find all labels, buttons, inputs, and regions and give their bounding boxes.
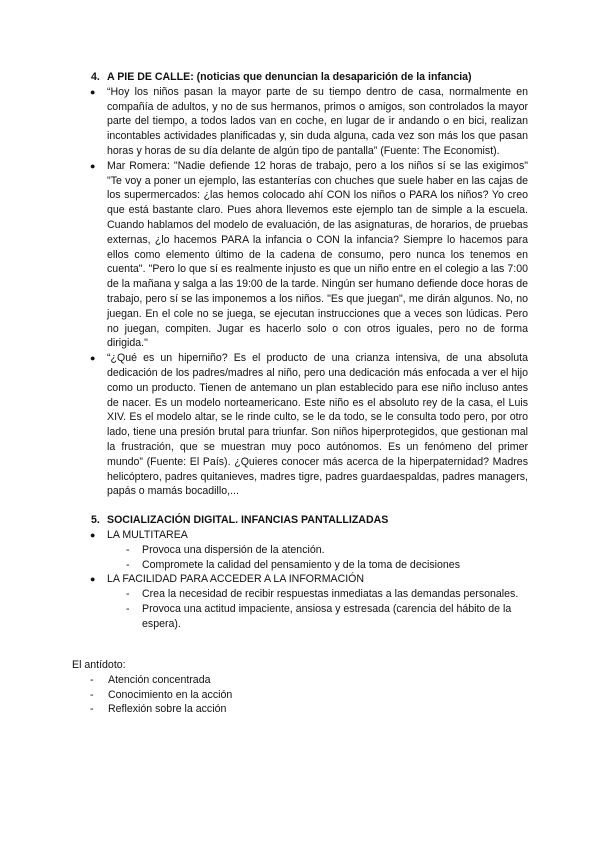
dash-icon: -: [126, 588, 130, 601]
section-5-number: 5.: [91, 514, 100, 527]
item-text: Provoca una actitud impaciente, ansiosa y estresada (carencia del hábito de la espera).: [142, 602, 512, 630]
multitarea-bullet: [72, 528, 528, 543]
bullet-icon: ●: [90, 160, 96, 171]
antidote-item-1: [72, 673, 528, 688]
bullet-icon: ●: [90, 529, 96, 540]
facilidad-bullet: [72, 572, 528, 587]
dash-icon: -: [126, 543, 130, 556]
bullet-text: LA FACILIDAD PARA ACCEDER A LA INFORMACIÓN: [107, 573, 365, 586]
antidote-item-3: [72, 702, 528, 717]
section-5-heading: [72, 513, 528, 528]
section-4-title: A PIE DE CALLE: (noticias que denuncian la desaparición de la infancia): [107, 71, 472, 83]
section-4-bullet-2: [72, 159, 528, 351]
bullet-text: LA MULTITAREA: [107, 528, 188, 541]
item-text: Reflexión sobre la acción: [108, 703, 227, 716]
antidote-section: [72, 658, 528, 717]
dash-icon: -: [90, 703, 94, 716]
dash-icon: -: [126, 602, 130, 615]
document-content: [72, 70, 528, 631]
item-text: Crea la necesidad de recibir respuestas inmediatas a las demandas personales.: [142, 588, 519, 601]
antidote-label: El antídoto:: [72, 659, 126, 671]
section-4-bullet-3: [72, 351, 528, 499]
multitarea-item-1: [72, 543, 528, 558]
dash-icon: -: [126, 558, 130, 571]
multitarea-item-2: [72, 558, 528, 573]
bullet-icon: ●: [90, 86, 96, 97]
item-text: Compromete la calidad del pensamiento y de la toma de decisiones: [142, 558, 460, 571]
section-4-number: 4.: [91, 71, 100, 83]
section-4-heading: [72, 70, 528, 85]
bullet-icon: ●: [90, 574, 96, 585]
bullet-text: “Hoy los niños pasan la mayor parte de su tiempo dentro de casa, normalmente en compañía de adultos, y no de sus hermanos, primos o amigos, son controlados la mayor parte del tiempo, a todos lados van en coche, en lugar de ir andando o en bici, realizan incontables actividades planificadas y, sin duda alguna, cada vez son más los que pasan horas y horas de su día delante de algún tipo de pantalla” (Fuente: The Economist).: [107, 85, 528, 157]
dash-icon: -: [90, 673, 94, 686]
section-4-bullet-1: [72, 85, 528, 159]
facilidad-item-2: [72, 602, 528, 632]
item-text: Atención concentrada: [108, 673, 211, 686]
section-5-title: SOCIALIZACIÓN DIGITAL. INFANCIAS PANTALLIZADAS: [107, 514, 389, 527]
dash-icon: -: [90, 688, 94, 701]
item-text: Provoca una dispersión de la atención.: [142, 543, 325, 556]
bullet-icon: ●: [90, 353, 96, 364]
antidote-item-2: [72, 688, 528, 703]
facilidad-item-1: [72, 587, 528, 602]
bullet-text: “¿Qué es un hiperniño? Es el producto de una crianza intensiva, de una absoluta dedicación de los padres/madres al niño, pero una dedicación más enfocada a ver el hijo como un producto. Tienen de antemano un plan establecido para ese niño incluso antes de nacer. Es un modelo norteamericano. Este niño es el absoluto rey de la casa, el Luis XIV. Es el modelo altar, se le rinde culto, se le da todo, se le consulta todo pero, por otro lado, tiene una presión brutal para triunfar. Son niños hiperprotegidos, que gestionan mal la frustración, que se muestran muy poco autónomos. Es un fenómeno del primer mundo” (Fuente: El País). ¿Quieres conocer más acerca de la hiperpaternidad? Madres helicóptero, padres quitanieves, madres tigre, padres guardaespaldas, padres managers, papás o mamás bocadillo,...: [107, 352, 528, 498]
bullet-text: Mar Romera: "Nadie defiende 12 horas de trabajo, pero a los niños sí se las exigimos" "Te voy a poner un ejemplo, las estanterías con chuches que suele haber en las cajas de los supermercados: ¿las hemos colocado ahí CON los niños o PARA los niños? Yo creo que está bastante claro. Pues ahora llevemos este ejemplo tan de simple a la escuela. Cuando hablamos del modelo de evaluación, de las asignaturas, de horarios, de pruebas externas, ¿lo hacemos PARA la infancia o CON la infancia? Siempre lo hacemos para ellos como elemento último de la cadena de consumo, pero nunca los tenemos en cuenta". "Pero lo que sí es realmente injusto es que un niño entre en el colegio a las 7:00 de la mañana y salga a las 19:00 de la tarde. Ningún ser humano defiende doce horas de trabajo, pero sí se las imponemos a los niños. "Es que juegan", me dirán algunos. No, no juegan. En el cole no se juega, se ejecutan instrucciones que a veces son lúdicas. Pero no juegan, compiten. Jugar es hacerlo solo o con otros iguales, pero no de forma dirigida.": [107, 159, 528, 350]
item-text: Conocimiento en la acción: [108, 688, 233, 701]
